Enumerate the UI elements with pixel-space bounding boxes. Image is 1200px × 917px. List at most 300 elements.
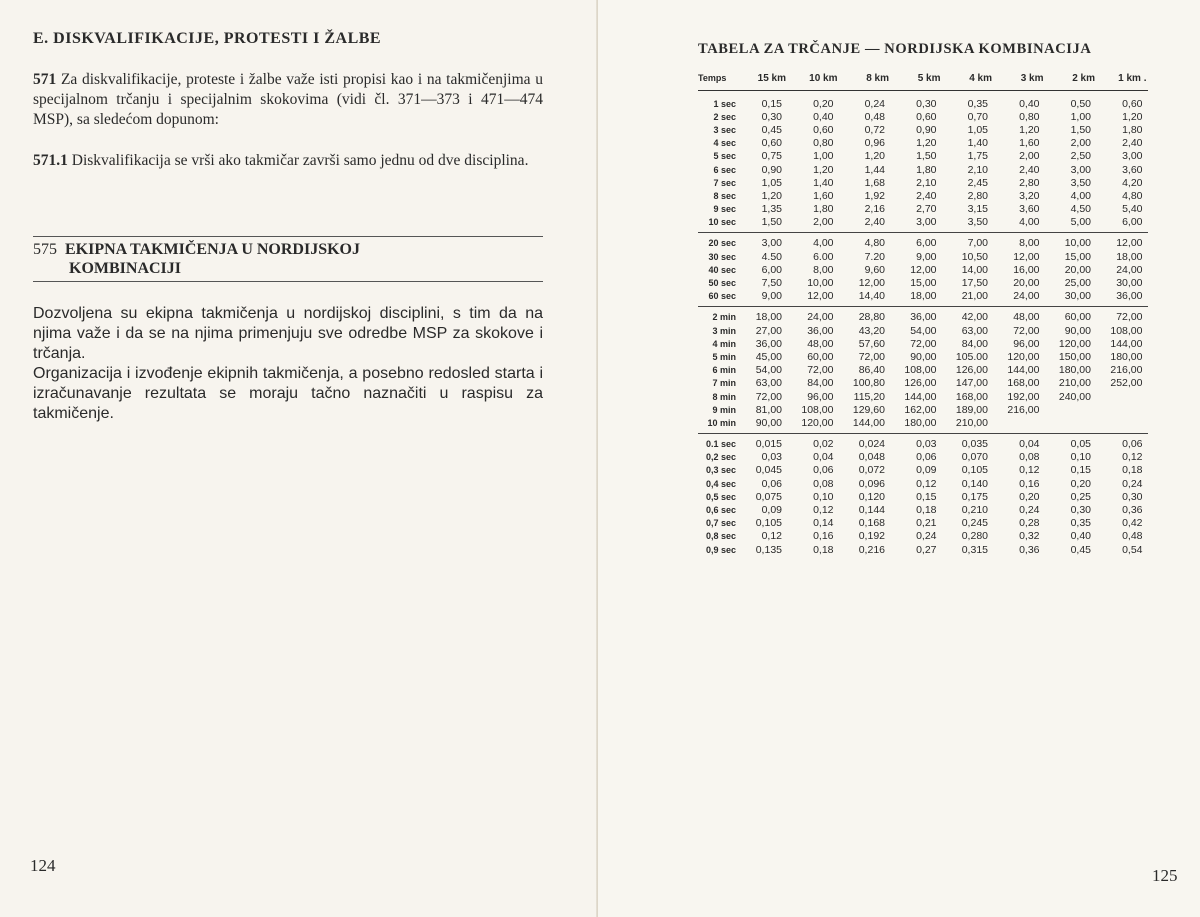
value-cell: 6,00 — [761, 263, 782, 276]
value-cell: 2,10 — [916, 176, 937, 189]
value-cell: 1,80 — [813, 203, 834, 216]
value-cell: 1,80 — [1122, 123, 1143, 136]
value-cell: 60,00 — [807, 350, 834, 363]
table-row — [698, 137, 1148, 150]
table-row — [698, 337, 1148, 350]
time-cell: 40 sec — [708, 264, 736, 275]
table-row — [698, 403, 1148, 416]
value-cell: 1,50 — [1070, 123, 1091, 136]
value-cell: 0,35 — [1070, 517, 1091, 530]
value-cell: 48,00 — [807, 337, 834, 350]
value-cell: 3,60 — [1019, 203, 1040, 216]
table-group — [698, 311, 1148, 430]
value-cell: 0,096 — [858, 477, 885, 490]
table-row — [698, 416, 1148, 429]
value-cell: 72,00 — [1013, 324, 1040, 337]
time-cell: 0,7 sec — [705, 518, 736, 529]
value-cell: 0,40 — [813, 110, 834, 123]
value-cell: 2,80 — [967, 189, 988, 202]
value-cell: 3,20 — [1019, 189, 1040, 202]
value-cell: 20,00 — [1064, 263, 1091, 276]
value-cell: 15,00 — [910, 277, 937, 290]
value-cell: 0,06 — [1122, 438, 1143, 451]
value-cell: 147,00 — [955, 377, 988, 390]
value-cell: 0,035 — [961, 438, 988, 451]
value-cell: 9,00 — [916, 250, 937, 263]
value-cell: 0,06 — [761, 477, 782, 490]
value-cell: 0,96 — [864, 137, 885, 150]
value-cell: 0,105 — [755, 517, 782, 530]
value-cell: 5,40 — [1122, 203, 1143, 216]
value-cell: 0,16 — [813, 530, 834, 543]
table-title: TABELA ZA TRČANJE — NORDIJSKA KOMBINACIJA — [698, 41, 1092, 57]
value-cell: 0,10 — [813, 490, 834, 503]
table-row — [698, 451, 1148, 464]
value-cell: 0,12 — [916, 477, 937, 490]
left-page — [0, 0, 598, 917]
table-row — [698, 377, 1148, 390]
value-cell: 0,35 — [967, 97, 988, 110]
paragraph-number: 571.1 — [33, 152, 68, 169]
value-cell: 105.00 — [955, 350, 988, 363]
value-cell: 54,00 — [755, 364, 782, 377]
value-cell: 0,80 — [813, 137, 834, 150]
value-cell: 1,92 — [864, 189, 885, 202]
value-cell: 1,00 — [1070, 110, 1091, 123]
table-row — [698, 530, 1148, 543]
value-cell: 9,60 — [864, 263, 885, 276]
table-row — [698, 123, 1148, 136]
paragraph-text: Diskvalifikacija se vrši ako takmičar završi samo jednu od dve disciplina. — [71, 152, 529, 169]
value-cell: 180,00 — [1110, 350, 1143, 363]
value-cell: 129,60 — [852, 403, 885, 416]
value-cell: 0,45 — [1070, 543, 1091, 556]
value-cell: 240,00 — [1058, 390, 1091, 403]
value-cell: 0,09 — [916, 464, 937, 477]
value-cell: 3,15 — [967, 203, 988, 216]
value-cell: 0,60 — [916, 110, 937, 123]
value-cell: 20,00 — [1013, 277, 1040, 290]
value-cell: 1,50 — [916, 150, 937, 163]
value-cell: 0,105 — [961, 464, 988, 477]
value-cell: 0,03 — [916, 438, 937, 451]
value-cell: 4,50 — [1070, 203, 1091, 216]
value-cell: 126,00 — [904, 377, 937, 390]
value-cell: 72,00 — [858, 350, 885, 363]
time-cell: 10 min — [707, 417, 736, 428]
value-cell: 120,00 — [1058, 337, 1091, 350]
value-cell: 0,20 — [813, 97, 834, 110]
value-cell: 216,00 — [1110, 364, 1143, 377]
value-cell: 0,135 — [755, 543, 782, 556]
value-cell: 0,60 — [1122, 97, 1143, 110]
body-paragraph-2: Organizacija i izvođenje ekipnih takmičenja, a posebno redosled starta i izračunavanje rezultata se moraju tačno naznačiti u raspisu za takmičenje. — [33, 365, 543, 422]
value-cell: 18,00 — [755, 311, 782, 324]
value-cell: 4,00 — [1019, 216, 1040, 229]
divider — [33, 281, 543, 282]
value-cell: 0,40 — [1070, 530, 1091, 543]
value-cell: 1,20 — [813, 163, 834, 176]
value-cell: 0,60 — [761, 137, 782, 150]
value-cell: 10,00 — [1064, 237, 1091, 250]
value-cell: 0,32 — [1019, 530, 1040, 543]
table-group — [698, 438, 1148, 557]
time-cell: 0,2 sec — [705, 452, 736, 463]
value-cell: 1,05 — [967, 123, 988, 136]
time-cell: 0,6 sec — [705, 505, 736, 516]
value-cell: 36,00 — [1116, 290, 1143, 303]
column-header: 3 km — [1020, 72, 1044, 84]
value-cell: 210,00 — [1058, 377, 1091, 390]
value-cell: 1,75 — [967, 150, 988, 163]
value-cell: 9,00 — [761, 290, 782, 303]
value-cell: 0,21 — [916, 517, 937, 530]
value-cell: 144,00 — [852, 416, 885, 429]
value-cell: 0,216 — [858, 543, 885, 556]
value-cell: 180,00 — [1058, 364, 1091, 377]
column-header: 2 km — [1072, 72, 1095, 84]
value-cell: 210,00 — [955, 416, 988, 429]
value-cell: 4,80 — [864, 237, 885, 250]
table-row — [698, 350, 1148, 363]
time-cell: 8 sec — [713, 190, 736, 201]
value-cell: 0,14 — [813, 517, 834, 530]
value-cell: 1,50 — [761, 216, 782, 229]
value-cell: 27,00 — [755, 324, 782, 337]
value-cell: 189,00 — [955, 403, 988, 416]
group-divider — [698, 433, 1148, 434]
value-cell: 12,00 — [910, 263, 937, 276]
value-cell: 0,245 — [961, 517, 988, 530]
value-cell: 216,00 — [1007, 403, 1040, 416]
table-row — [698, 97, 1148, 110]
value-cell: 81,00 — [755, 403, 782, 416]
value-cell: 6,00 — [916, 237, 937, 250]
section-heading: E. DISKVALIFIKACIJE, PROTESTI I ŽALBE — [33, 30, 382, 47]
value-cell: 144,00 — [1007, 364, 1040, 377]
table-row — [698, 176, 1148, 189]
table-row — [698, 237, 1148, 250]
value-cell: 1,80 — [916, 163, 937, 176]
value-cell: 4,00 — [1070, 189, 1091, 202]
value-cell: 0,168 — [858, 517, 885, 530]
value-cell: 2,00 — [813, 216, 834, 229]
value-cell: 45,00 — [755, 350, 782, 363]
table-row — [698, 503, 1148, 516]
value-cell: 2,10 — [967, 163, 988, 176]
table-row — [698, 276, 1148, 289]
value-cell: 24,00 — [807, 311, 834, 324]
value-cell: 63,00 — [961, 324, 988, 337]
value-cell: 0,072 — [858, 464, 885, 477]
heading-line-1: EKIPNA TAKMIČENJA U NORDIJSKOJ — [65, 241, 360, 258]
value-cell: 90,00 — [755, 416, 782, 429]
value-cell: 16,00 — [1013, 263, 1040, 276]
value-cell: 2,40 — [1122, 137, 1143, 150]
value-cell: 7,50 — [761, 277, 782, 290]
time-cell: 7 sec — [713, 177, 736, 188]
value-cell: 42,00 — [961, 311, 988, 324]
value-cell: 0,75 — [761, 150, 782, 163]
value-cell: 3,60 — [1122, 163, 1143, 176]
value-cell: 1,20 — [916, 137, 937, 150]
paragraph-571 — [33, 70, 543, 130]
value-cell: 6,00 — [1122, 216, 1143, 229]
time-cell: 4 sec — [713, 138, 736, 149]
value-cell: 84,00 — [961, 337, 988, 350]
time-cell: 2 min — [712, 312, 736, 323]
table-row — [698, 543, 1148, 556]
time-cell: 0,5 sec — [705, 491, 736, 502]
paragraph-text: Za diskvalifikacije, proteste i žalbe važe isti propisi kao i na takmičenjima u specijalnom trčanju i specijalnim skokovima (vidi čl. 371—373 i 471—474 MSP), sa sledećom dopunom: — [33, 71, 543, 128]
column-header: 15 km — [757, 72, 786, 84]
time-cell: 0,9 sec — [705, 544, 736, 555]
time-cell: 0,8 sec — [705, 531, 736, 542]
value-cell: 0,30 — [1122, 490, 1143, 503]
value-cell: 1,60 — [1019, 137, 1040, 150]
value-cell: 0,28 — [1019, 517, 1040, 530]
value-cell: 96,00 — [1013, 337, 1040, 350]
table-row — [698, 364, 1148, 377]
value-cell: 0,25 — [1070, 490, 1091, 503]
value-cell: 96,00 — [807, 390, 834, 403]
value-cell: 0,30 — [761, 110, 782, 123]
value-cell: 21,00 — [961, 290, 988, 303]
value-cell: 48,00 — [1013, 311, 1040, 324]
value-cell: 108,00 — [801, 403, 834, 416]
paragraph-571-1 — [33, 151, 543, 171]
heading-number: 575 — [33, 241, 57, 258]
value-cell: 43,20 — [858, 324, 885, 337]
column-header: 4 km — [969, 72, 992, 84]
value-cell: 2,40 — [916, 189, 937, 202]
value-cell: 180,00 — [904, 416, 937, 429]
value-cell: 0,12 — [1019, 464, 1040, 477]
value-cell: 72,00 — [1116, 311, 1143, 324]
table-row — [698, 324, 1148, 337]
value-cell: 0,015 — [755, 438, 782, 451]
group-divider — [698, 306, 1148, 307]
value-cell: 0,72 — [864, 123, 885, 136]
time-cell: 0.1 sec — [705, 439, 736, 450]
value-cell: 5,00 — [1070, 216, 1091, 229]
value-cell: 18,00 — [1116, 250, 1143, 263]
value-cell: 90,00 — [910, 350, 937, 363]
time-cell: 9 min — [712, 404, 736, 415]
value-cell: 144,00 — [1110, 337, 1143, 350]
time-cell: 9 sec — [713, 204, 736, 215]
value-cell: 162,00 — [904, 403, 937, 416]
table-row — [698, 110, 1148, 123]
value-cell: 3,00 — [916, 216, 937, 229]
value-cell: 0,05 — [1070, 438, 1091, 451]
value-cell: 54,00 — [910, 324, 937, 337]
value-cell: 2,70 — [916, 203, 937, 216]
value-cell: 120,00 — [1007, 350, 1040, 363]
value-cell: 0,03 — [761, 451, 782, 464]
value-cell: 12,00 — [807, 290, 834, 303]
value-cell: 14,40 — [858, 290, 885, 303]
value-cell: 0,192 — [858, 530, 885, 543]
column-header: 5 km — [917, 72, 941, 84]
value-cell: 0,70 — [967, 110, 988, 123]
value-cell: 0,18 — [813, 543, 834, 556]
value-cell: 1,35 — [761, 203, 782, 216]
table-body — [698, 97, 1148, 556]
value-cell: 108,00 — [1110, 324, 1143, 337]
value-cell: 1,40 — [967, 137, 988, 150]
table-row — [698, 290, 1148, 303]
column-header: 10 km — [809, 72, 838, 84]
value-cell: 72,00 — [807, 364, 834, 377]
value-cell: 3,00 — [761, 237, 782, 250]
value-cell: 0,15 — [761, 97, 782, 110]
value-cell: 30,00 — [1116, 277, 1143, 290]
value-cell: 0,15 — [1070, 464, 1091, 477]
table-row — [698, 189, 1148, 202]
heading-line-2: KOMBINACIJI — [69, 260, 182, 277]
value-cell: 0,50 — [1070, 97, 1091, 110]
value-cell: 0,04 — [1019, 438, 1040, 451]
time-cell: 5 min — [712, 351, 736, 362]
value-cell: 36,00 — [807, 324, 834, 337]
value-cell: 0,04 — [813, 451, 834, 464]
value-cell: 18,00 — [910, 290, 937, 303]
value-cell: 24,00 — [1116, 263, 1143, 276]
table-row — [698, 203, 1148, 216]
value-cell: 72,00 — [755, 390, 782, 403]
body-paragraph-1: Dozvoljena su ekipna takmičenja u nordijskoj disciplini, s tim da na njima važe i da se na njima primenjuju sve odredbe MSP za skokove i trčanja. — [33, 305, 543, 362]
time-cell: 50 sec — [708, 278, 736, 289]
column-header: Temps — [698, 73, 727, 83]
value-cell: 0,24 — [916, 530, 937, 543]
value-cell: 84,00 — [807, 377, 834, 390]
time-cell: 2 sec — [713, 111, 736, 122]
value-cell: 12,00 — [1013, 250, 1040, 263]
value-cell: 0,144 — [858, 504, 885, 517]
table-row — [698, 438, 1148, 451]
value-cell: 0,36 — [1122, 504, 1143, 517]
value-cell: 0,40 — [1019, 97, 1040, 110]
value-cell: 2,00 — [1019, 150, 1040, 163]
value-cell: 0,45 — [761, 123, 782, 136]
value-cell: 2,16 — [864, 203, 885, 216]
value-cell: 4,00 — [813, 237, 834, 250]
time-cell: 30 sec — [708, 251, 736, 262]
value-cell: 150,00 — [1058, 350, 1091, 363]
value-cell: 4,20 — [1122, 176, 1143, 189]
value-cell: 120,00 — [801, 416, 834, 429]
value-cell: 0,02 — [813, 438, 834, 451]
value-cell: 0,045 — [755, 464, 782, 477]
value-cell: 0,315 — [961, 543, 988, 556]
value-cell: 0,24 — [864, 97, 885, 110]
value-cell: 1,00 — [813, 150, 834, 163]
table-row — [698, 163, 1148, 176]
value-cell: 1,20 — [1019, 123, 1040, 136]
table-header-row — [698, 70, 1148, 86]
value-cell: 10,50 — [961, 250, 988, 263]
value-cell: 0,27 — [916, 543, 937, 556]
value-cell: 1,20 — [1122, 110, 1143, 123]
time-cell: 3 sec — [713, 124, 736, 135]
table-row — [698, 250, 1148, 263]
value-cell: 12,00 — [1116, 237, 1143, 250]
value-cell: 36,00 — [910, 311, 937, 324]
value-cell: 1,44 — [864, 163, 885, 176]
time-cell: 6 min — [712, 365, 736, 376]
value-cell: 4,80 — [1122, 189, 1143, 202]
value-cell: 252,00 — [1110, 377, 1143, 390]
value-cell: 0,90 — [761, 163, 782, 176]
value-cell: 0,175 — [961, 490, 988, 503]
value-cell: 25,00 — [1064, 277, 1091, 290]
group-divider — [698, 232, 1148, 233]
value-cell: 90,00 — [1064, 324, 1091, 337]
value-cell: 0,10 — [1070, 451, 1091, 464]
value-cell: 0,12 — [1122, 451, 1143, 464]
time-cell: 4 min — [712, 338, 736, 349]
value-cell: 6.00 — [813, 250, 834, 263]
value-cell: 2,80 — [1019, 176, 1040, 189]
value-cell: 0,09 — [761, 504, 782, 517]
table-row — [698, 311, 1148, 324]
value-cell: 0,06 — [813, 464, 834, 477]
time-cell: 20 sec — [708, 238, 736, 249]
table-row — [698, 150, 1148, 163]
value-cell: 30,00 — [1064, 290, 1091, 303]
value-cell: 1,68 — [864, 176, 885, 189]
value-cell: 28,80 — [858, 311, 885, 324]
value-cell: 15,00 — [1064, 250, 1091, 263]
time-cell: 0,3 sec — [705, 465, 736, 476]
value-cell: 0,120 — [858, 490, 885, 503]
time-cell: 1 sec — [713, 98, 736, 109]
value-cell: 0,140 — [961, 477, 988, 490]
value-cell: 1,40 — [813, 176, 834, 189]
value-cell: 0,60 — [813, 123, 834, 136]
value-cell: 0,048 — [858, 451, 885, 464]
value-cell: 0,48 — [864, 110, 885, 123]
value-cell: 2,50 — [1070, 150, 1091, 163]
value-cell: 0,54 — [1122, 543, 1143, 556]
value-cell: 3,00 — [1070, 163, 1091, 176]
value-cell: 100,80 — [852, 377, 885, 390]
value-cell: 0,30 — [916, 97, 937, 110]
value-cell: 4.50 — [761, 250, 782, 263]
time-cell: 6 sec — [713, 164, 736, 175]
table-group — [698, 97, 1148, 229]
running-table — [698, 70, 1148, 558]
value-cell: 2,45 — [967, 176, 988, 189]
value-cell: 3,50 — [967, 216, 988, 229]
value-cell: 1,05 — [761, 176, 782, 189]
value-cell: 0,20 — [1070, 477, 1091, 490]
value-cell: 3,50 — [1070, 176, 1091, 189]
time-cell: 10 sec — [708, 217, 736, 228]
table-row — [698, 263, 1148, 276]
header-divider — [698, 90, 1148, 91]
table-row — [698, 490, 1148, 503]
value-cell: 17,50 — [961, 277, 988, 290]
value-cell: 0,24 — [1019, 504, 1040, 517]
value-cell: 0,08 — [1019, 451, 1040, 464]
value-cell: 0,070 — [961, 451, 988, 464]
value-cell: 0,18 — [1122, 464, 1143, 477]
value-cell: 63,00 — [755, 377, 782, 390]
column-header: 8 km — [866, 72, 889, 84]
value-cell: 57,60 — [858, 337, 885, 350]
